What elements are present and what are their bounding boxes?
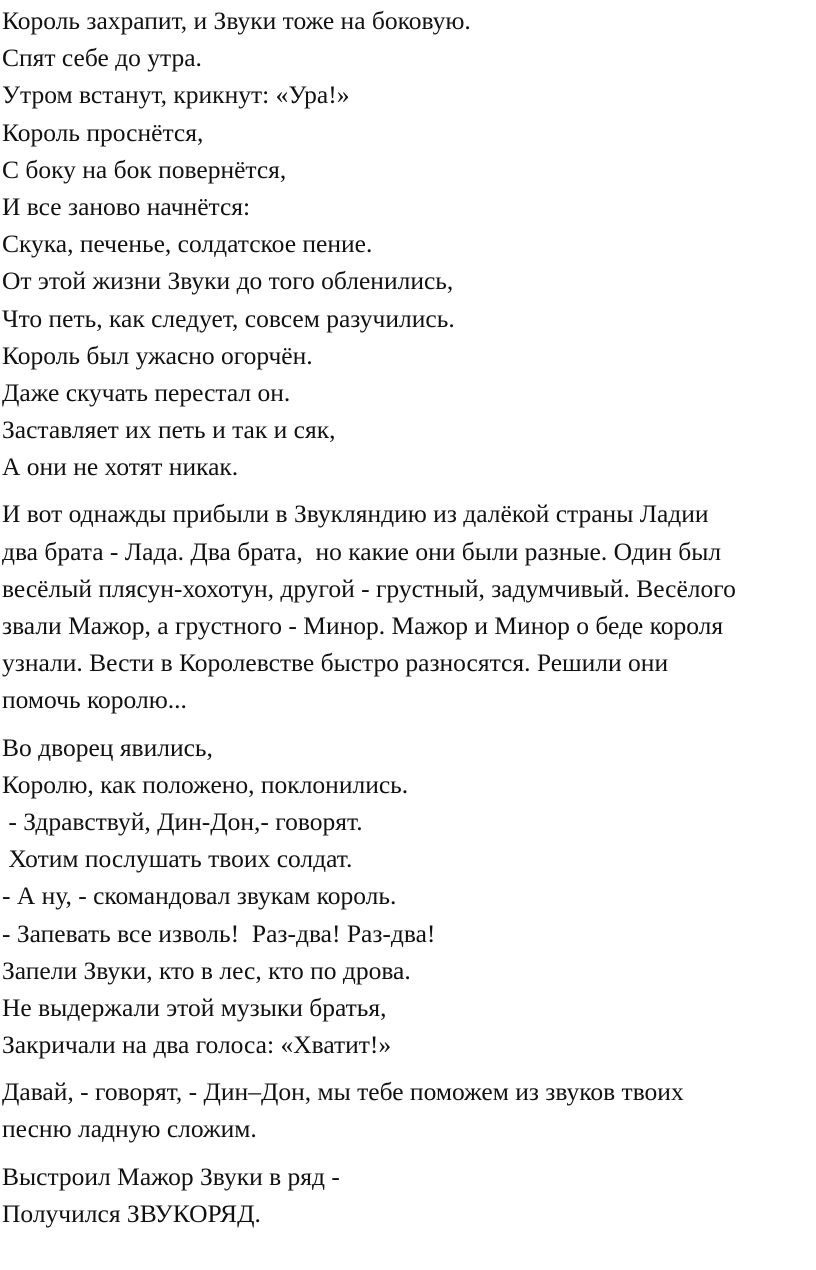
text-line: Спят себе до утра. [2,43,202,73]
text-line: Даже скучать перестал он. [2,377,291,407]
text-line: Король проснётся, [2,117,204,147]
stanza-palace-visit [2,729,810,1064]
text-line: Что петь, как следует, совсем разучились. [2,303,455,333]
paragraph-help-offer [2,1073,810,1147]
text-line: весёлый плясун-хохотун, другой - грустный, задумчивый. Весёлого [2,573,736,603]
text-line: - Запевать все изволь! Раз-два! Раз-два! [2,918,436,948]
text-line: Королю, как положено, поклонились. [2,769,409,799]
text-line: Король захрапит, и Звуки тоже на боковую. [2,6,471,35]
paragraph-gap [2,1148,810,1158]
text-line: Во дворец явились, [2,732,213,762]
paragraph-gap [2,485,810,495]
text-line: И все заново начнётся: [2,191,251,221]
text-line: звали Мажор, а грустного - Минор. Мажор и Минор о беде короля [2,611,724,640]
text-line: Давай, - говорят, - Дин–Дон, мы тебе поможем из звуков твоих [2,1077,684,1107]
text-line: Скука, печенье, солдатское пение. [2,229,373,259]
text-line: Хотим послушать твоих солдат. [2,844,353,874]
text-line: два брата - Лада. Два брата, но какие они были разные. Один был [2,536,722,566]
paragraph-brothers-arrive [2,495,810,718]
text-line: - Здравствуй, Дин-Дон,- говорят. [2,806,363,836]
text-line: Заставляет их петь и так и сяк, [2,415,336,445]
text-line: помочь королю... [2,685,187,715]
text-line: От этой жизни Звуки до того обленились, [2,266,454,296]
paragraph-gap [2,1063,810,1073]
text-line: С боку на бок повернётся, [2,154,287,184]
text-line: И вот однажды прибыли в Звукляндию из далёкой страны Ладии [2,499,709,529]
text-line: Выстроил Мажор Звуки в ряд - [2,1161,340,1191]
stanza-king-sleeps [2,2,810,485]
stanza-scale [2,1158,810,1232]
text-line: Король был ужасно огорчён. [2,340,313,370]
text-line: Не выдержали этой музыки братья, [2,992,387,1022]
text-line: А они не хотят никак. [2,452,239,482]
text-line: Получился ЗВУКОРЯД. [2,1198,261,1228]
text-line: Утром встанут, крикнут: «Ура!» [2,80,350,110]
text-line: Запели Звуки, кто в лес, кто по дрова. [2,955,411,985]
text-line: узнали. Вести в Королевстве быстро разносятся. Решили они [2,648,669,678]
text-line: песню ладную сложим. [2,1114,257,1144]
paragraph-gap [2,719,810,729]
text-line: - А ну, - скомандовал звукам король. [2,881,397,911]
text-line: Закричали на два голоса: «Хватит!» [2,1030,392,1060]
